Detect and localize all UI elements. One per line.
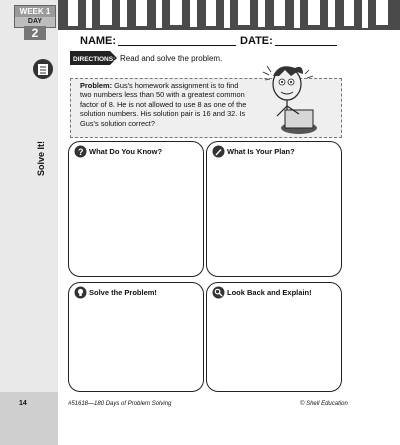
day-label: DAY bbox=[14, 17, 56, 28]
plan-panel[interactable] bbox=[206, 141, 342, 277]
lightbulb-icon bbox=[74, 286, 87, 299]
svg-text:?: ? bbox=[78, 147, 84, 157]
header-banner bbox=[0, 0, 400, 30]
name-label: NAME: bbox=[80, 35, 117, 47]
solve-panel[interactable] bbox=[68, 282, 204, 392]
stripe-decoration bbox=[60, 0, 400, 30]
date-field[interactable] bbox=[275, 45, 337, 46]
week-label: WEEK 1 bbox=[14, 5, 56, 19]
pencil-icon bbox=[212, 145, 225, 158]
page-number-band bbox=[0, 392, 58, 445]
panel-title-plan: What Is Your Plan? bbox=[227, 147, 295, 156]
explain-panel[interactable] bbox=[206, 282, 342, 392]
directions-text: Read and solve the problem. bbox=[120, 54, 223, 63]
know-panel[interactable] bbox=[68, 141, 204, 277]
notepad-icon bbox=[32, 58, 54, 80]
question-icon bbox=[74, 145, 87, 158]
magnifier-icon bbox=[212, 286, 225, 299]
side-label: Solve It! bbox=[36, 140, 46, 176]
name-field[interactable] bbox=[118, 45, 236, 46]
panel-title-explain: Look Back and Explain! bbox=[227, 288, 312, 297]
student-illustration bbox=[257, 62, 337, 138]
panel-title-know: What Do You Know? bbox=[89, 147, 163, 156]
book-info: #51618—180 Days of Problem Solving bbox=[68, 401, 172, 407]
directions-arrow-icon bbox=[70, 50, 118, 66]
date-label: DATE: bbox=[240, 35, 273, 47]
problem-statement: Problem: Gus's homework assignment is to find two numbers less than 50 with a greatest common factor of 8. He is not allowed to use 8 as one of the solution numbers. His solution pair is 16 and 32. Is Gus's solution correct? bbox=[80, 81, 247, 128]
day-number: 2 bbox=[24, 26, 46, 40]
page-number: 14 bbox=[19, 400, 27, 407]
directions-tag: DIRECTIONS: bbox=[73, 56, 116, 63]
copyright: © Shell Education bbox=[300, 401, 348, 407]
panel-title-solve: Solve the Problem! bbox=[89, 288, 157, 297]
